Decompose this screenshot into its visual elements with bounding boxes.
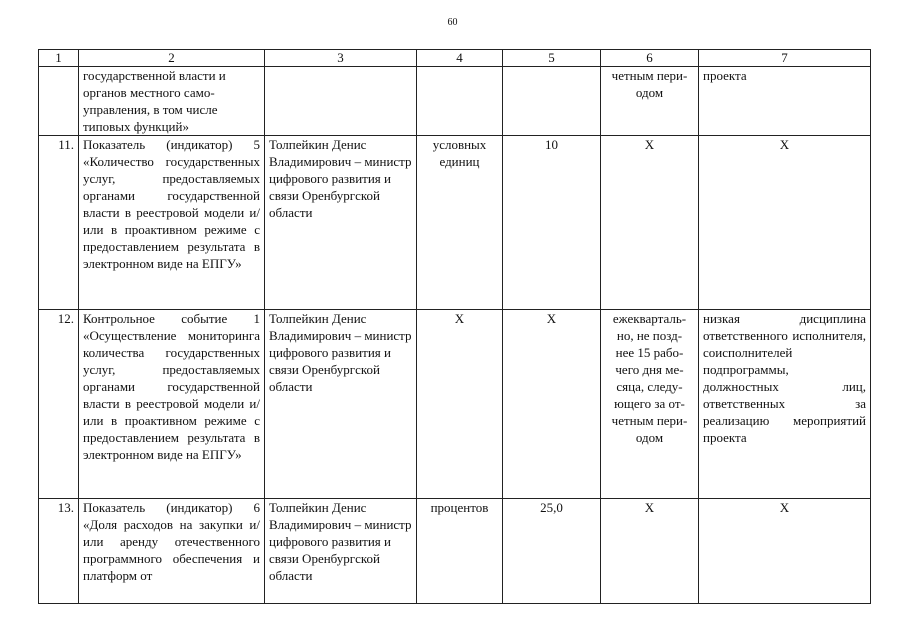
row-unit: процентов [417, 499, 503, 604]
row-name: Контрольное событие 1 «Осуществление мониторинга количества государственных услуг, предоставляемых органами государственной власти в реестровой модели и/или в проактивном режиме с предоставлением результата в электронном виде на ЕПГУ» [79, 310, 265, 499]
column-header: 5 [503, 50, 601, 67]
row-deadline: X [601, 499, 699, 604]
row-responsible: Толпейкин Денис Владимирович – министр цифрового развития и связи Оренбургской области [265, 310, 417, 499]
row-risk: низкая дисциплина ответственного исполнителя, соисполнителей подпрограммы, должностных лиц, ответственных за реализацию мероприятий проекта [699, 310, 871, 499]
row-deadline: X [601, 136, 699, 310]
column-header: 3 [265, 50, 417, 67]
column-header: 2 [79, 50, 265, 67]
row-value [503, 67, 601, 136]
row-number: 12. [39, 310, 79, 499]
row-unit: X [417, 310, 503, 499]
table-row [39, 67, 871, 136]
row-deadline: четным пери- одом [601, 67, 699, 136]
column-header: 1 [39, 50, 79, 67]
row-name: Показатель (индикатор) 6 «Доля расходов на закупки и/или аренду отечественного программного обеспечения и платформ от [79, 499, 265, 604]
page-number: 60 [447, 17, 458, 28]
row-value: X [503, 310, 601, 499]
table-row [39, 136, 871, 310]
row-value: 25,0 [503, 499, 601, 604]
table-row [39, 499, 871, 604]
row-unit: условных единиц [417, 136, 503, 310]
row-value: 10 [503, 136, 601, 310]
row-risk: проекта [699, 67, 871, 136]
column-header: 7 [699, 50, 871, 67]
row-unit [417, 67, 503, 136]
row-responsible: Толпейкин Денис Владимирович – министр цифрового развития и связи Оренбургской области [265, 136, 417, 310]
table-header-row [39, 50, 871, 67]
column-header: 6 [601, 50, 699, 67]
row-number [39, 67, 79, 136]
row-number: 11. [39, 136, 79, 310]
document-table [38, 49, 871, 604]
table-row [39, 310, 871, 499]
row-responsible: Толпейкин Денис Владимирович – министр цифрового развития и связи Оренбургской области [265, 499, 417, 604]
row-risk: X [699, 136, 871, 310]
row-risk: X [699, 499, 871, 604]
column-header: 4 [417, 50, 503, 67]
row-name: государственной власти и органов местного само- управления, в том числе типовых функций» [79, 67, 265, 136]
row-number: 13. [39, 499, 79, 604]
row-deadline: ежекварталь- но, не позд- нее 15 рабо- чего дня ме- сяца, следу- ющего за от- четным пери- одом [601, 310, 699, 499]
row-name: Показатель (индикатор) 5 «Количество государственных услуг, предоставляемых органами государственной власти в реестровой модели и/или в проактивном режиме с предоставлением результата в электронном виде на ЕПГУ» [79, 136, 265, 310]
row-responsible [265, 67, 417, 136]
